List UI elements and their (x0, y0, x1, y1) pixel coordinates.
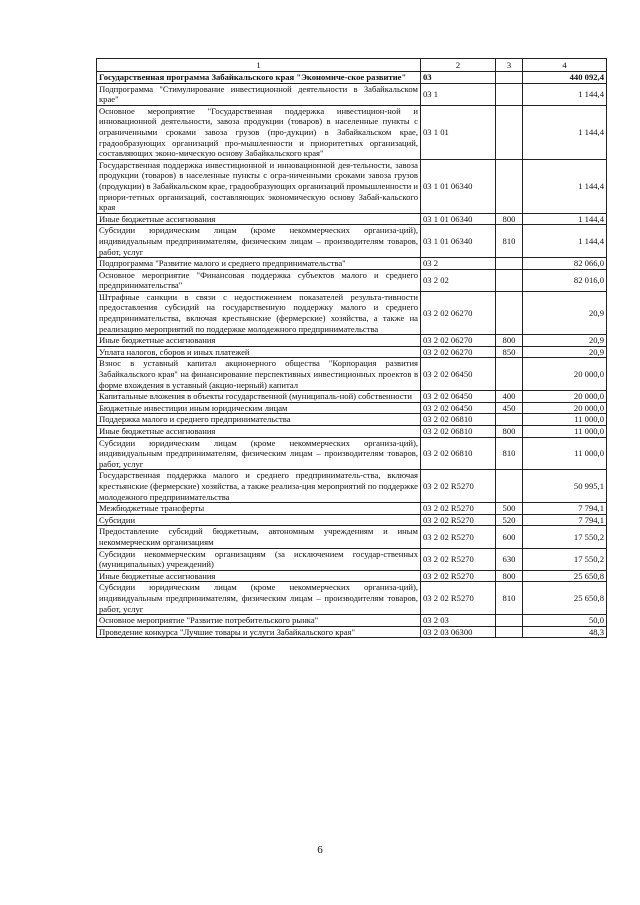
table-row (97, 335, 607, 347)
table-row (97, 225, 607, 258)
row-type-cell (496, 470, 523, 503)
table-row (97, 626, 607, 638)
row-amount-cell: 25 650,8 (523, 582, 607, 615)
row-name-cell: Межбюджетные трансферты (97, 503, 421, 515)
row-name-cell: Поддержка малого и среднего предпринимательства (97, 414, 421, 426)
row-name-cell: Государственная поддержка малого и среднего предприниматель-ства, включая крестьянские (фермерские) хозяйства, а также реализа-ция мероприятий по поддержке молодежного предпринимательства (97, 470, 421, 503)
row-name-cell: Субсидии юридическим лицам (кроме некоммерческих организа-ций), индивидуальным предпринимателям, физическим лицам – производителям товаров, работ, услуг (97, 225, 421, 258)
row-code-cell: 03 2 02 R5270 (421, 548, 496, 570)
row-amount-cell: 82 066,0 (523, 258, 607, 270)
row-amount-cell: 82 016,0 (523, 269, 607, 291)
row-type-cell: 800 (496, 426, 523, 438)
row-code-cell: 03 2 02 R5270 (421, 503, 496, 515)
table-row (97, 437, 607, 470)
row-code-cell: 03 2 02 06450 (421, 402, 496, 414)
row-name-cell: Уплата налогов, сборов и иных платежей (97, 346, 421, 358)
row-amount-cell: 20,9 (523, 291, 607, 334)
table-row (97, 358, 607, 391)
row-amount-cell: 440 092,4 (523, 72, 607, 84)
row-name-cell: Бюджетные инвестиции иным юридическим лицам (97, 402, 421, 414)
row-amount-cell: 20,9 (523, 335, 607, 347)
row-name-cell: Иные бюджетные ассигнования (97, 335, 421, 347)
table-header-row (97, 59, 607, 72)
row-name-cell: Подпрограмма "Развитие малого и среднего предпринимательства" (97, 258, 421, 270)
row-amount-cell: 1 144,4 (523, 213, 607, 225)
table-row (97, 503, 607, 515)
row-name-cell: Государственная поддержка инвестиционной и инновационной дея-тельности, завоза продукции (товаров) в населенные пункты с огра-ниченными сроками завоза грузов (продукции) в Забайкальском крае, градообразующих организаций промышленности и приори-тетных организаций, составляющих экономическую основу Забай-кальского края (97, 159, 421, 213)
table-row (97, 346, 607, 358)
row-type-cell: 800 (496, 570, 523, 582)
table-row (97, 548, 607, 570)
table-row (97, 514, 607, 526)
row-name-cell: Проведение конкурса "Лучшие товары и услуги Забайкальского края" (97, 626, 421, 638)
row-code-cell: 03 2 03 06300 (421, 626, 496, 638)
table-row (97, 83, 607, 105)
row-type-cell (496, 269, 523, 291)
table-row (97, 391, 607, 403)
row-name-cell: Основное мероприятие "Финансовая поддержка субъектов малого и среднего предпринимательства" (97, 269, 421, 291)
row-code-cell: 03 2 02 06450 (421, 358, 496, 391)
row-amount-cell: 17 550,2 (523, 548, 607, 570)
row-code-cell: 03 2 02 R5270 (421, 514, 496, 526)
row-type-cell: 500 (496, 503, 523, 515)
header-col-4: 4 (523, 59, 607, 72)
row-amount-cell: 11 000,0 (523, 437, 607, 470)
page-number: 6 (317, 844, 323, 856)
row-code-cell: 03 1 01 06340 (421, 225, 496, 258)
row-code-cell: 03 2 (421, 258, 496, 270)
row-code-cell: 03 2 02 06270 (421, 346, 496, 358)
table-row (97, 615, 607, 627)
row-type-cell: 400 (496, 391, 523, 403)
row-code-cell: 03 1 (421, 83, 496, 105)
header-col-1: 1 (97, 59, 421, 72)
row-code-cell: 03 2 02 R5270 (421, 470, 496, 503)
row-code-cell: 03 1 01 06340 (421, 159, 496, 213)
row-type-cell (496, 358, 523, 391)
row-type-cell: 810 (496, 437, 523, 470)
table-row (97, 426, 607, 438)
row-code-cell: 03 1 01 (421, 105, 496, 159)
row-amount-cell: 50 995,1 (523, 470, 607, 503)
row-type-cell (496, 414, 523, 426)
table-row (97, 470, 607, 503)
row-amount-cell: 20 000,0 (523, 358, 607, 391)
row-name-cell: Основное мероприятие "Развитие потребительского рынка" (97, 615, 421, 627)
row-name-cell: Субсидии (97, 514, 421, 526)
row-name-cell: Основное мероприятие "Государственная поддержка инвестицион-ной и инновационной деятельности, завоза продукции (товаров) в населенные пункты с ограниченными сроками завоза грузов (про-дукции) в Забайкальском крае, градообразующих организаций про-мышленности и приоритетных организаций, составляющих эконо-мическую основу Забайкальского края" (97, 105, 421, 159)
row-type-cell: 520 (496, 514, 523, 526)
table-row (97, 526, 607, 548)
row-code-cell: 03 2 02 R5270 (421, 570, 496, 582)
row-amount-cell: 20 000,0 (523, 402, 607, 414)
row-amount-cell: 1 144,4 (523, 83, 607, 105)
row-type-cell (496, 83, 523, 105)
row-type-cell: 600 (496, 526, 523, 548)
header-col-3: 3 (496, 59, 523, 72)
row-code-cell: 03 2 02 06810 (421, 414, 496, 426)
row-amount-cell: 25 650,8 (523, 570, 607, 582)
row-name-cell: Иные бюджетные ассигнования (97, 570, 421, 582)
row-type-cell: 630 (496, 548, 523, 570)
row-type-cell (496, 105, 523, 159)
budget-table-body (97, 59, 607, 638)
row-type-cell (496, 258, 523, 270)
row-amount-cell: 7 794,1 (523, 514, 607, 526)
row-code-cell: 03 2 02 R5270 (421, 526, 496, 548)
row-name-cell: Подпрограмма "Стимулирование инвестиционной деятельности в Забайкальском крае" (97, 83, 421, 105)
budget-table (96, 58, 607, 638)
table-row (97, 159, 607, 213)
table-row (97, 213, 607, 225)
row-code-cell: 03 1 01 06340 (421, 213, 496, 225)
row-name-cell: Предоставление субсидий бюджетным, автономным учреждениям и иным некоммерческим организациям (97, 526, 421, 548)
row-amount-cell: 20 000,0 (523, 391, 607, 403)
row-type-cell: 850 (496, 346, 523, 358)
row-type-cell (496, 615, 523, 627)
row-type-cell: 810 (496, 225, 523, 258)
row-code-cell: 03 2 03 (421, 615, 496, 627)
row-code-cell: 03 2 02 06270 (421, 291, 496, 334)
row-code-cell: 03 (421, 72, 496, 84)
table-row (97, 105, 607, 159)
row-name-cell: Взнос в уставный капитал акционерного общества "Корпорация развития Забайкальского края" на финансирование перспективных инвестиционных проектов в форме вхождения в уставный (акцио-нерный) капитал (97, 358, 421, 391)
row-name-cell: Капитальные вложения в объекты государственной (муниципаль-ной) собственности (97, 391, 421, 403)
row-code-cell: 03 2 02 R5270 (421, 582, 496, 615)
row-amount-cell: 11 000,0 (523, 414, 607, 426)
row-type-cell: 450 (496, 402, 523, 414)
table-row (97, 582, 607, 615)
row-type-cell (496, 72, 523, 84)
row-amount-cell: 17 550,2 (523, 526, 607, 548)
row-type-cell (496, 626, 523, 638)
row-code-cell: 03 2 02 06450 (421, 391, 496, 403)
row-name-cell: Государственная программа Забайкальского края "Экономиче-ское развитие" (97, 72, 421, 84)
table-row (97, 72, 607, 84)
row-name-cell: Иные бюджетные ассигнования (97, 426, 421, 438)
row-name-cell: Иные бюджетные ассигнования (97, 213, 421, 225)
table-row (97, 269, 607, 291)
row-type-cell: 800 (496, 335, 523, 347)
row-name-cell: Субсидии юридическим лицам (кроме некоммерческих организа-ций), индивидуальным предпринимателям, физическим лицам – производителям товаров, работ, услуг (97, 437, 421, 470)
header-col-2: 2 (421, 59, 496, 72)
table-row (97, 570, 607, 582)
row-name-cell: Субсидии юридическим лицам (кроме некоммерческих организа-ций), индивидуальным предпринимателям, физическим лицам – производителям товаров, работ, услуг (97, 582, 421, 615)
row-amount-cell: 7 794,1 (523, 503, 607, 515)
row-amount-cell: 1 144,4 (523, 159, 607, 213)
row-code-cell: 03 2 02 06810 (421, 437, 496, 470)
row-amount-cell: 50,0 (523, 615, 607, 627)
row-amount-cell: 20,9 (523, 346, 607, 358)
row-code-cell: 03 2 02 (421, 269, 496, 291)
row-amount-cell: 1 144,4 (523, 225, 607, 258)
row-type-cell: 810 (496, 582, 523, 615)
row-code-cell: 03 2 02 06810 (421, 426, 496, 438)
row-name-cell: Субсидии некоммерческим организациям (за исключением государ-ственных (муниципальных) учреждений) (97, 548, 421, 570)
row-amount-cell: 11 000,0 (523, 426, 607, 438)
row-type-cell (496, 291, 523, 334)
row-code-cell: 03 2 02 06270 (421, 335, 496, 347)
table-row (97, 291, 607, 334)
table-row (97, 414, 607, 426)
row-name-cell: Штрафные санкции в связи с недостижением показателей результа-тивности предоставления субсидий на государственную поддержку малого и среднего предпринимательства, включая крестьянские (фермерские) хозяйства, а также на реализацию мероприятий по поддержке молодежного предпринимательства (97, 291, 421, 334)
row-type-cell: 800 (496, 213, 523, 225)
table-row (97, 258, 607, 270)
table-row (97, 402, 607, 414)
row-type-cell (496, 159, 523, 213)
row-amount-cell: 48,3 (523, 626, 607, 638)
row-amount-cell: 1 144,4 (523, 105, 607, 159)
